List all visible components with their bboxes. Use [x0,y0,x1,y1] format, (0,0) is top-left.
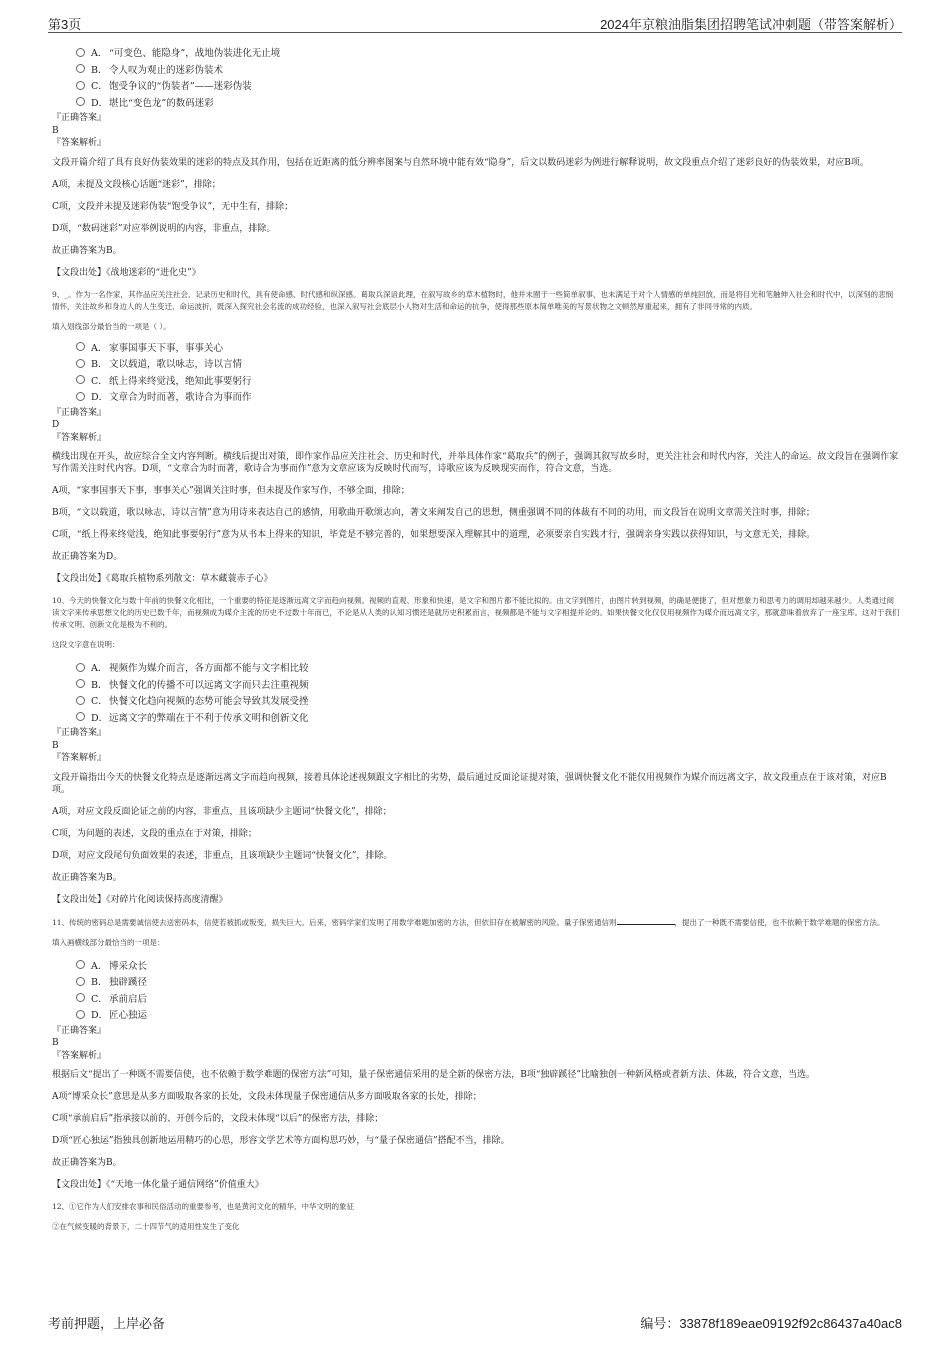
analysis-paragraph: A项，对应文段反面论证之前的内容，非重点，且该项缺少主题词“快餐文化”，排除； [52,806,392,817]
option-b[interactable]: B． 独辟蹊径 [76,973,900,990]
source-citation: 【文段出处】《葛取兵植物系列散文：草木藏蓑赤子心》 [52,574,273,584]
answer-label: 『正确答案』 [52,1025,107,1036]
question-stem: 11、传统的密码总是需要诚信使去送密码本，信使若被抓或叛变，损失巨大。后来，密码学家们发明了用数学难题加密的方法，但依旧存在被解密的风险。量子保密通信则 ，提出了一种既不需要信使，也不依赖于数学难题的保密方法。 [52,917,885,927]
question-8 [52,44,900,279]
analysis-paragraph: C项，“纸上得来终觉浅，绝知此事要躬行”意为从书本上得来的知识，毕竟是不够完善的，如果想要深入理解其中的道理，必须要亲自实践才行，强调亲身实践以获得知识，与文意无关，排除。 [52,530,816,540]
answer-value: B [52,125,59,136]
radio-icon[interactable] [76,663,85,672]
analysis-conclusion: 故正确答案为B。 [52,245,122,256]
answer-label: 『正确答案』 [52,113,107,123]
option-d[interactable]: D． 远离文字的弊端在于不利于传承文明和创新文化 [76,709,900,726]
option-d[interactable]: D． 匠心独运 [76,1006,900,1023]
option-a[interactable]: A． 家事国事天下事，事事关心 [76,339,900,356]
option-a[interactable]: A． 博采众长 [76,957,900,974]
answer-label: 『正确答案』 [52,407,107,418]
analysis-label: 『答案解析』 [52,1050,107,1061]
radio-icon[interactable] [76,977,85,986]
question-9 [52,289,900,586]
analysis-paragraph: 文段开篇指出今天的快餐文化特点是逐渐远离文字而趋向视频，接着具体论述视频跟文字相比的劣势，最后通过反面论证提对策，强调快餐文化不能仅用视频作为媒介而远离文字，故文段重点在于该对策，对应B项。 [52,772,887,795]
analysis-paragraph: 根据后文“提出了一种既不需要信使，也不依赖于数学难题的保密方法”可知，量子保密通信采用的是全新的保密方法，B项“独辟蹊径”比喻独创一种新风格或者新方法、体裁，符合文意，当选。 [52,1070,816,1080]
question-prompt: 填入画横线部分最恰当的一项是： [52,937,165,947]
question-prompt: 这段文字意在说明： [52,640,120,649]
source-citation: 【文段出处】《对碎片化阅读保持高度清醒》 [52,894,228,905]
question-stem: 12、①它作为人们安排农事和民俗活动的重要参考，也是黄河文化的精华、中华文明的象征 [52,1202,355,1211]
option-d[interactable]: D． 堪比“变色龙”的数码迷彩 [76,94,900,111]
option-d[interactable]: D． 文章合为时而著，歌诗合为事而作 [76,388,900,405]
page-number: 第3页 [48,17,82,32]
document-title: 2024年京粮油脂集团招聘笔试冲刺题（带答案解析） [600,17,902,32]
question-10 [52,595,900,906]
analysis-paragraph: 文段开篇介绍了具有良好伪装效果的迷彩的特点及其作用，包括在近距离的低分辨率图案与自然环境中能有效“隐身”，后文以数码迷彩为例进行解释说明，故文段重点介绍了迷彩良好的伪装效果，对应B项。 [52,157,869,168]
option-c[interactable]: C． 快餐文化趋向视频的态势可能会导致其发展受挫 [76,692,900,709]
analysis-conclusion: 故正确答案为B。 [52,872,122,883]
question-stem: 9、_。作为一名作家，其作品应关注社会、记录历史和时代，具有使命感、时代感和纵深感。葛取兵深谙此理，在叙写故乡的草木植物时，他并未囿于一些简单叙事，也未满足于对个人情感的单纯回放，而是将目光和笔触伸入社会和时代中，以深刻的悲悯情怀，关注故乡和身边人的人生变迁、命运波折，既深入探究社会名流的成功经验，也深入叙写社会底层小人物对生活和命运的抗争，使得那些原本简单唯美的写景状物之文顿然厚重起来，拥有了非同寻常的内质。 [52,289,894,311]
fill-blank [617,916,675,925]
option-b[interactable]: B． 令人叹为观止的迷彩伪装术 [76,61,900,78]
answer-value: B [52,1038,59,1048]
analysis-paragraph: A项，“家事国事天下事，事事关心”强调关注时事，但未提及作家写作，不够全面，排除； [52,486,410,496]
analysis-paragraph: C项“承前启后”指承接以前的、开创今后的，文段未体现“以后”的保密方法，排除； [52,1114,384,1124]
radio-icon[interactable] [76,342,85,351]
analysis-paragraph: D项，对应文段尾句负面效果的表述，非重点，且该项缺少主题词“快餐文化”，排除。 [52,850,393,861]
answer-value: D [52,420,60,430]
radio-icon[interactable] [76,359,85,368]
question-prompt: 填入划线部分最恰当的一项是（ ）。 [52,321,171,331]
analysis-paragraph: C项，文段并未提及迷彩伪装“饱受争议”，无中生有，排除； [52,201,294,212]
analysis-conclusion: 故正确答案为B。 [52,1158,122,1168]
option-a[interactable]: A． “可变色、能隐身”，战地伪装进化无止境 [76,44,900,61]
page-footer [48,1313,902,1331]
document-id: 编号：33878f189eae09192f92c86437a40ac8 [640,1316,902,1331]
radio-icon[interactable] [76,97,85,106]
question-stem: 10、今天的快餐文化与数十年前的快餐文化相比，一个重要的特征是逐渐远离文字而趋向视频。视频的直观、形象和快速，是文字和图片都不能比拟的。由文字到图片，由图片转到视频，的确是便捷了，但对想象力和思考力的调用却越来越少。人类通过阅读文字来传承思想文化的历史已数千年，而视频成为媒介主流的历史不过数十年而已，不论是从人类的认知习惯还是就历史积累而言，视频都是不能与文字相提并论的。如果快餐文化仅仅用视频作为媒介而远离文字，那就意味着放弃了一座宝库。这对于我们传承文明、创新文化是极为不利的。 [52,596,900,629]
option-a[interactable]: A． 视频作为媒介而言，各方面都不能与文字相比较 [76,659,900,676]
source-citation: 【文段出处】《“天地一体化量子通信网络”价值重大》 [52,1180,264,1190]
page-header [48,12,902,33]
analysis-label: 『答案解析』 [52,432,107,443]
analysis-label: 『答案解析』 [52,138,107,148]
page-content [52,44,900,1233]
option-c[interactable]: C． 纸上得来终觉浅，绝知此事要躬行 [76,372,900,389]
analysis-label: 『答案解析』 [52,753,107,763]
radio-icon[interactable] [76,960,85,969]
analysis-paragraph: D项“匠心独运”指独具创新地运用精巧的心思，形容文学艺术等方面构思巧妙，与“量子保密通信”搭配不当，排除。 [52,1136,510,1146]
analysis-conclusion: 故正确答案为D。 [52,552,123,562]
radio-icon[interactable] [76,375,85,384]
analysis-paragraph: C项，为问题的表述，文段的重点在于对策，排除； [52,828,257,839]
source-citation: 【文段出处】《战地迷彩的“进化史”》 [52,267,201,278]
radio-icon[interactable] [76,679,85,688]
analysis-paragraph: A项“博采众长”意思是从多方面吸取各家的长处，文段未体现量子保密通信从多方面吸取各家的长处，排除； [52,1092,482,1102]
option-b[interactable]: B． 快餐文化的传播不可以远离文字而只去注重视频 [76,676,900,693]
radio-icon[interactable] [76,81,85,90]
footer-slogan: 考前押题，上岸必备 [48,1317,166,1332]
radio-icon[interactable] [76,392,85,401]
answer-label: 『正确答案』 [52,728,107,738]
analysis-paragraph: B项，“文以载道，歌以咏志，诗以言情”意为用诗来表达自己的感情，用歌曲开歌颂志向，著文来阐发自己的思想，侧重强调不同的体裁有不同的功用，而文段旨在说明文章需关注时事，排除； [52,508,815,518]
analysis-paragraph: A项，未提及文段核心话题“迷彩”，排除； [52,179,221,190]
option-c[interactable]: C． 饱受争议的“伪装者”——迷彩伪装 [76,77,900,94]
question-11 [52,916,900,1192]
analysis-paragraph: 横线出现在开头，故应综合全文内容判断。横线后提出对策，即作家作品应关注社会、历史和时代，并举具体作家“葛取兵”的例子，强调其叙写故乡时，更关注社会和时代内容，关注人的命运。故文段旨在强调作家写作需关注时代内容。D项，“文章合为时而著，歌诗合为事而作”意为文章应该为反映时代而写，诗歌应该为反映现实而作，符合文意，当选。 [52,452,899,474]
radio-icon[interactable] [76,64,85,73]
question-statement: ②在气候变暖的背景下，二十四节气的适用性发生了变化 [52,1222,240,1231]
option-b[interactable]: B． 文以载道，歌以咏志，诗以言情 [76,355,900,372]
answer-value: B [52,740,59,751]
radio-icon[interactable] [76,48,85,57]
radio-icon[interactable] [76,712,85,721]
analysis-paragraph: D项，“数码迷彩”对应举例说明的内容，非重点，排除。 [52,223,276,234]
question-12 [52,1201,900,1233]
option-c[interactable]: C． 承前启后 [76,990,900,1007]
radio-icon[interactable] [76,993,85,1002]
radio-icon[interactable] [76,1010,85,1019]
radio-icon[interactable] [76,696,85,705]
